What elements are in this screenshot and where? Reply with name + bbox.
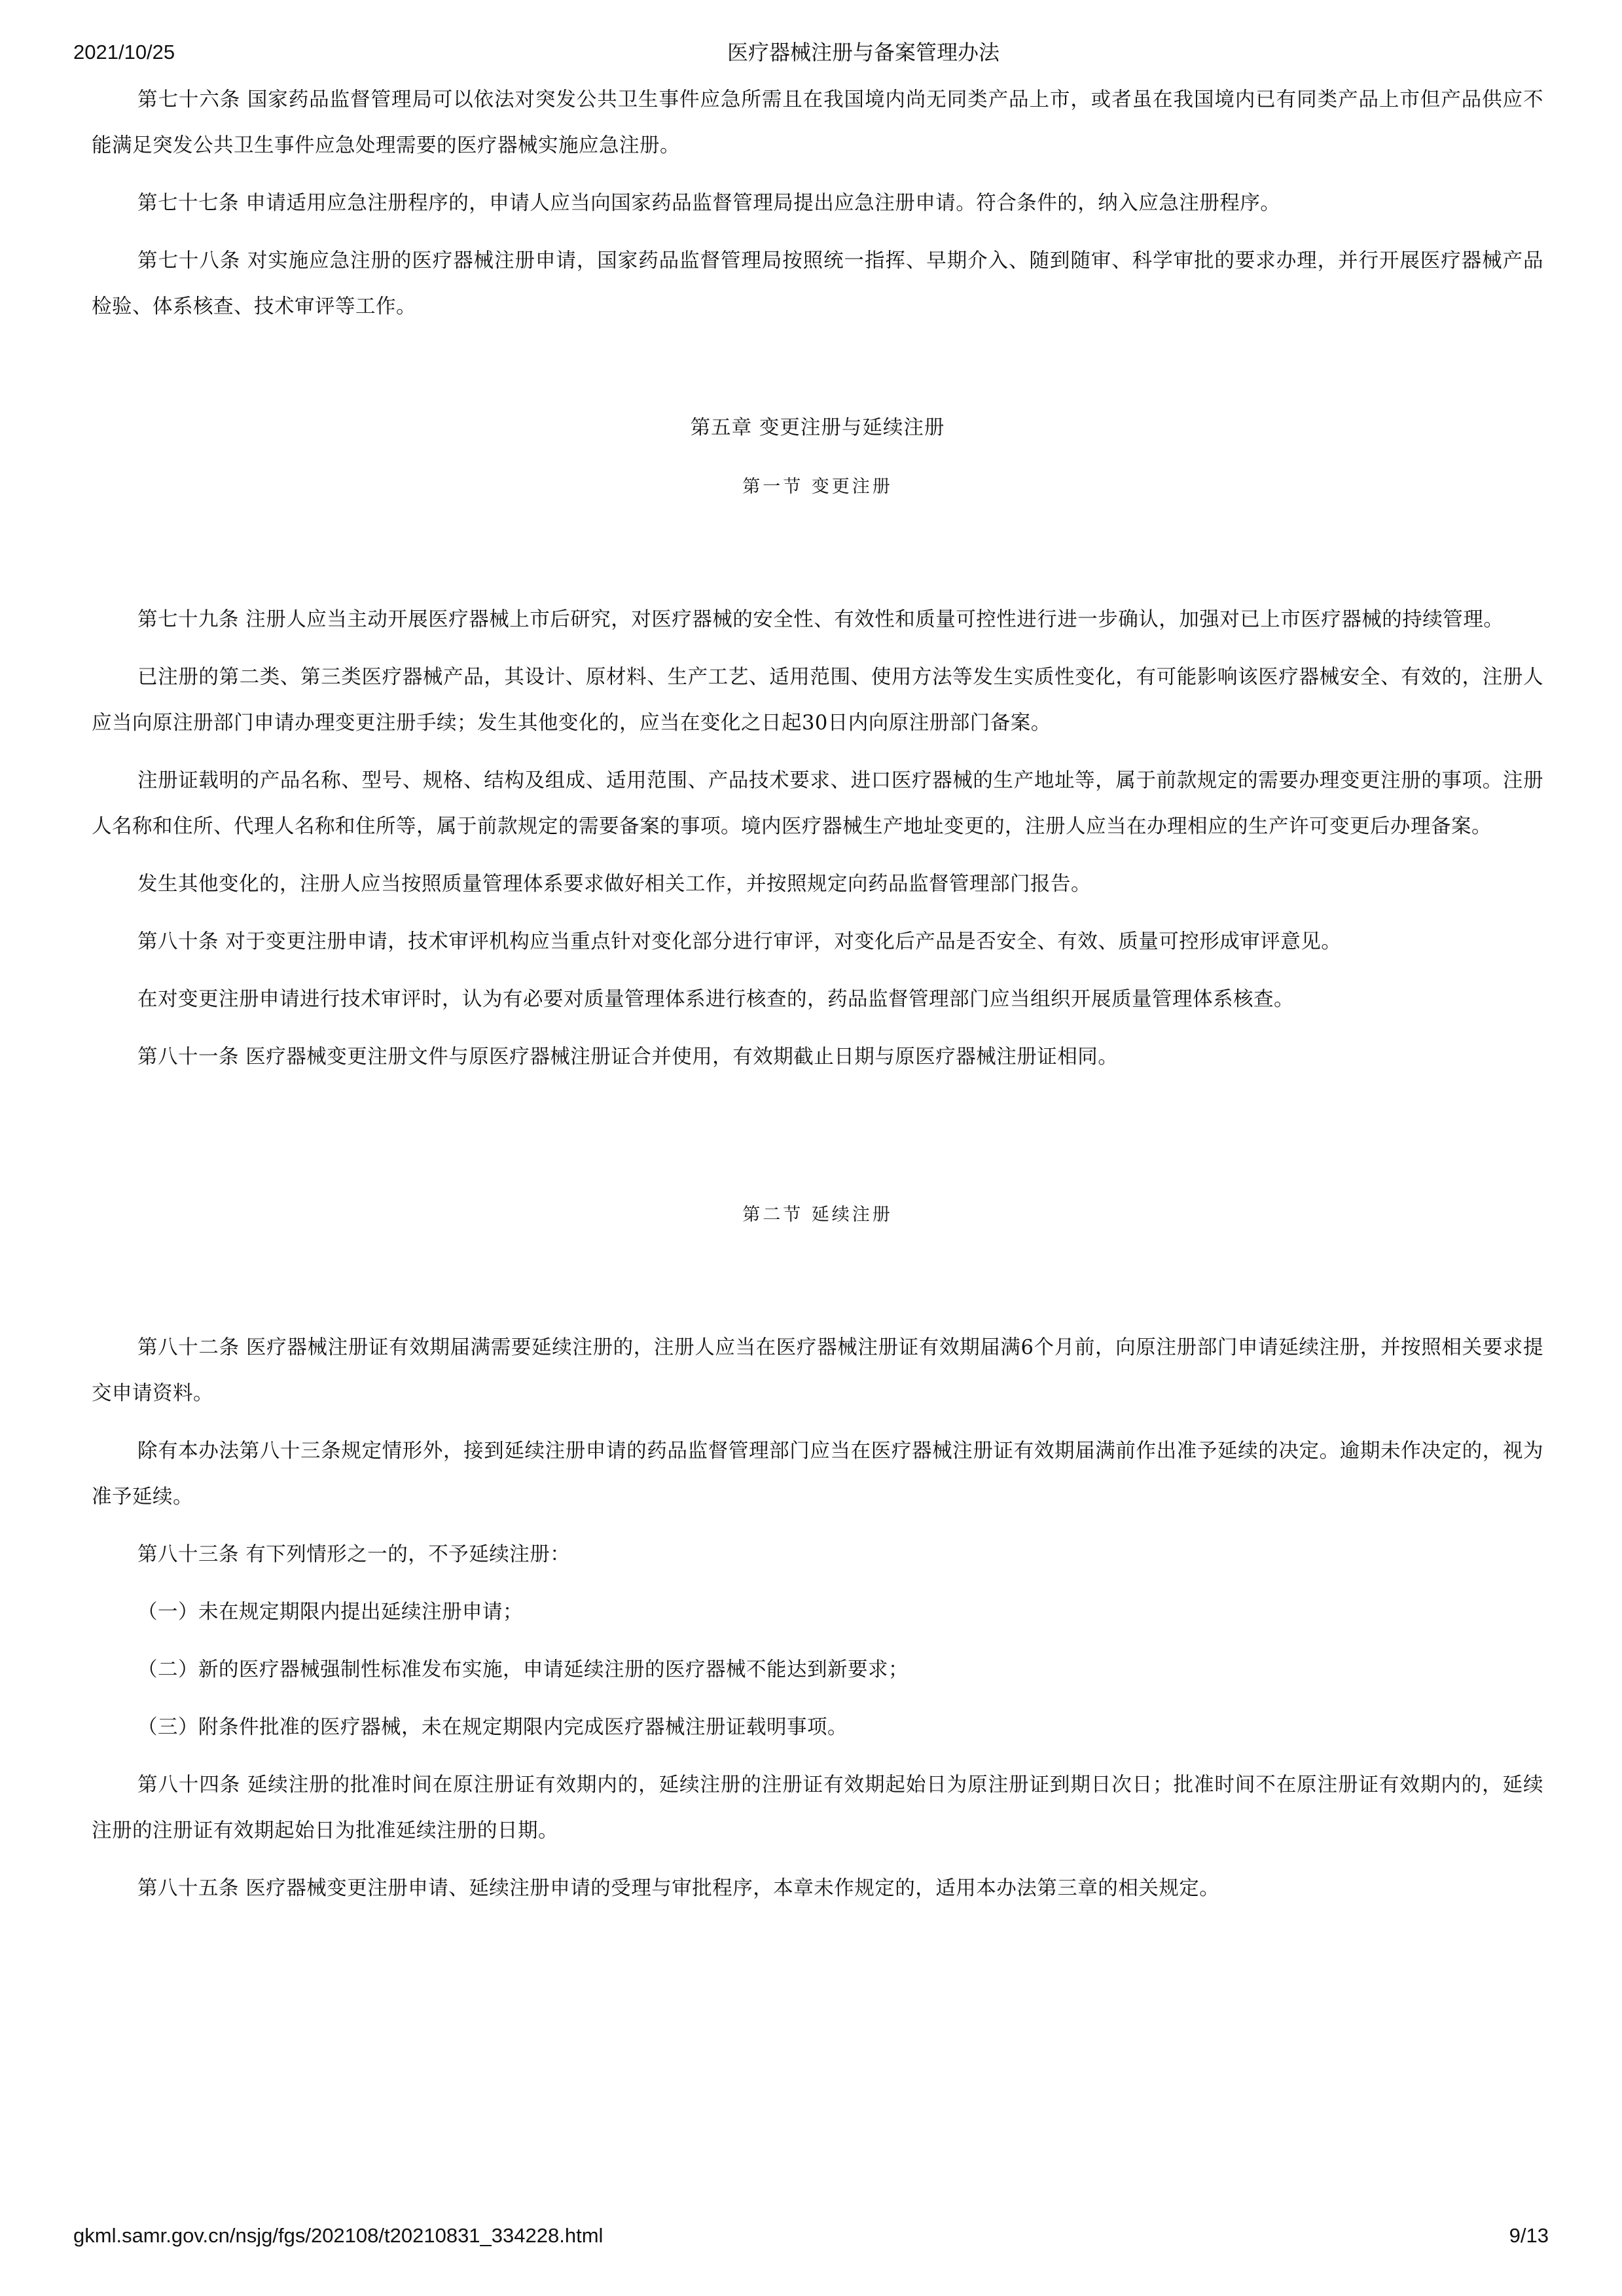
paragraph: 已注册的第二类、第三类医疗器械产品，其设计、原材料、生产工艺、适用范围、使用方法等发生实质性变化，有可能影响该医疗器械安全、有效的，注册人应当向原注册部门申请办理变更注册手续；发生其他变化的，应当在变化之日起30日内向原注册部门备案。 <box>92 666 1543 735</box>
article-79: 第七十九条 注册人应当主动开展医疗器械上市后研究，对医疗器械的安全性、有效性和质量可控性进行进一步确认，加强对已上市医疗器械的持续管理。 <box>137 608 1504 631</box>
paragraph: 发生其他变化的，注册人应当按照质量管理体系要求做好相关工作，并按照规定向药品监督管理部门报告。 <box>137 873 1091 896</box>
article-76: 第七十六条 国家药品监督管理局可以依法对突发公共卫生事件应急所需且在我国境内尚无同类产品上市，或者虽在我国境内已有同类产品上市但产品供应不能满足突发公共卫生事件应急处理需要的医疗器械实施应急注册。 <box>92 88 1543 157</box>
list-item: （一）未在规定期限内提出延续注册申请； <box>137 1601 523 1624</box>
list-item: （二）新的医疗器械强制性标准发布实施，申请延续注册的医疗器械不能达到新要求； <box>137 1658 909 1681</box>
document-body <box>92 77 1543 1923</box>
article-84: 第八十四条 延续注册的批准时间在原注册证有效期内的，延续注册的注册证有效期起始日为原注册证到期日次日；批准时间不在原注册证有效期内的，延续注册的注册证有效期起始日为批准延续注册的日期。 <box>92 1774 1543 1842</box>
paragraph: 在对变更注册申请进行技术审评时，认为有必要对质量管理体系进行核查的，药品监督管理部门应当组织开展质量管理体系核查。 <box>137 988 1294 1011</box>
document-title: 医疗器械注册与备案管理办法 <box>727 41 1000 64</box>
paragraph: 注册证载明的产品名称、型号、规格、结构及组成、适用范围、产品技术要求、进口医疗器械的生产地址等，属于前款规定的需要办理变更注册的事项。注册人名称和住所、代理人名称和住所等，属于前款规定的需要备案的事项。境内医疗器械生产地址变更的，注册人应当在办理相应的生产许可变更后办理备案。 <box>92 769 1543 838</box>
article-80: 第八十条 对于变更注册申请，技术审评机构应当重点针对变化部分进行审评，对变化后产品是否安全、有效、质量可控形成审评意见。 <box>137 930 1342 953</box>
article-78: 第七十八条 对实施应急注册的医疗器械注册申请，国家药品监督管理局按照统一指挥、早期介入、随到随审、科学审批的要求办理，并行开展医疗器械产品检验、体系核查、技术审评等工作。 <box>92 249 1543 318</box>
source-url: gkml.samr.gov.cn/nsjg/fgs/202108/t20210831_334228.html <box>73 2224 604 2247</box>
page-number: 9/13 <box>1509 2224 1549 2247</box>
paragraph: 除有本办法第八十三条规定情形外，接到延续注册申请的药品监督管理部门应当在医疗器械注册证有效期届满前作出准予延续的决定。逾期未作决定的，视为准予延续。 <box>92 1440 1543 1508</box>
section-heading-2: 第二节 延续注册 <box>742 1205 893 1225</box>
chapter-heading: 第五章 变更注册与延续注册 <box>690 416 945 439</box>
article-83: 第八十三条 有下列情形之一的，不予延续注册： <box>137 1543 571 1566</box>
article-81: 第八十一条 医疗器械变更注册文件与原医疗器械注册证合并使用，有效期截止日期与原医疗器械注册证相同。 <box>137 1046 1119 1068</box>
section-heading-1: 第一节 变更注册 <box>742 477 893 497</box>
article-85: 第八十五条 医疗器械变更注册申请、延续注册申请的受理与审批程序，本章未作规定的，适用本办法第三章的相关规定。 <box>137 1877 1220 1900</box>
article-82: 第八十二条 医疗器械注册证有效期届满需要延续注册的，注册人应当在医疗器械注册证有效期届满6个月前，向原注册部门申请延续注册，并按照相关要求提交申请资料。 <box>92 1336 1543 1405</box>
print-date: 2021/10/25 <box>73 41 175 64</box>
list-item: （三）附条件批准的医疗器械，未在规定期限内完成医疗器械注册证载明事项。 <box>137 1716 848 1739</box>
article-77: 第七十七条 申请适用应急注册程序的，申请人应当向国家药品监督管理局提出应急注册申请。符合条件的，纳入应急注册程序。 <box>137 192 1281 215</box>
